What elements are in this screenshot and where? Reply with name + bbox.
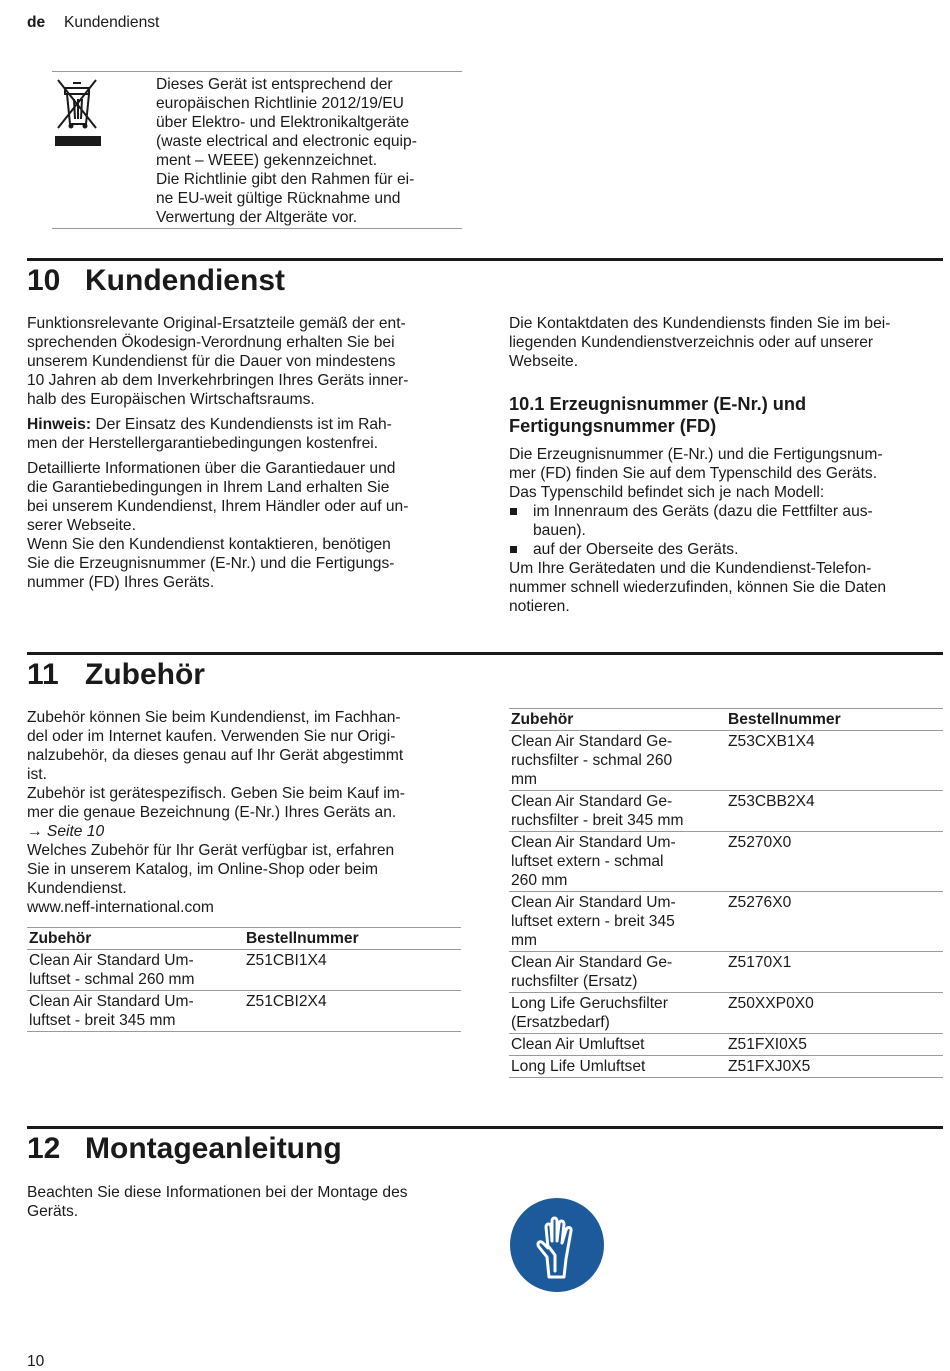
text-line: Clean Air Standard Um- bbox=[29, 993, 194, 1010]
text-line: Sie die Erzeugnisnummer (E-Nr.) und die Fertigungs- bbox=[27, 555, 395, 572]
text-line: luftset - breit 345 mm bbox=[29, 1012, 176, 1029]
text-line: luftset - schmal 260 mm bbox=[29, 971, 195, 988]
order-number-cell: Z51FXI0X5 bbox=[728, 1036, 807, 1053]
text-line: (Ersatzbedarf) bbox=[511, 1014, 610, 1031]
crossed-out-wheelie-bin-icon bbox=[52, 74, 102, 148]
running-header-title: Kundendienst bbox=[64, 14, 160, 31]
paragraph bbox=[509, 445, 941, 502]
section-heading-10 bbox=[27, 263, 285, 299]
text-line: liegenden Kundendienstverzeichnis oder auf unserer bbox=[509, 334, 874, 351]
order-number-cell: Z5170X1 bbox=[728, 954, 792, 971]
text-line: nummer (FD) Ihres Geräts. bbox=[27, 574, 215, 591]
text-line: ruchsfilter (Ersatz) bbox=[511, 973, 638, 990]
text-line: Long Life Umluftset bbox=[511, 1058, 646, 1075]
text-line: ruchsfilter - schmal 260 bbox=[511, 752, 673, 769]
list-item bbox=[509, 502, 941, 540]
table-row bbox=[509, 791, 943, 832]
table-header-row bbox=[27, 928, 461, 950]
order-number-cell: Z53CXB1X4 bbox=[728, 733, 815, 750]
table-row bbox=[509, 1056, 943, 1078]
section-heading-11 bbox=[27, 657, 205, 693]
accessory-name-cell bbox=[27, 950, 244, 991]
text-line: men der Herstellergarantiebedingungen kostenfrei. bbox=[27, 435, 379, 452]
text-line: Geräts. bbox=[27, 1203, 79, 1220]
accessory-name-cell bbox=[509, 892, 726, 952]
text-line: auf der Oberseite des Geräts. bbox=[533, 541, 739, 558]
text-line: Die Kontaktdaten des Kundendiensts finden Sie im bei- bbox=[509, 315, 891, 332]
table-row bbox=[27, 991, 461, 1032]
column-header: Bestellnummer bbox=[246, 930, 359, 947]
text-line: 10 Jahren ab dem Inverkehrbringen Ihres Geräts inner- bbox=[27, 372, 409, 389]
section-title: Kundendienst bbox=[85, 264, 285, 297]
website-link[interactable]: www.neff-international.com bbox=[27, 899, 214, 916]
section10-left-column bbox=[27, 314, 459, 598]
text-line: Clean Air Standard Ge- bbox=[511, 954, 673, 971]
text-line: Funktionsrelevante Original-Ersatzteile gemäß der ent- bbox=[27, 315, 406, 332]
accessory-name-cell bbox=[509, 1056, 726, 1078]
text-line: mm bbox=[511, 771, 537, 788]
section-title: Zubehör bbox=[85, 658, 205, 691]
text-line: 260 mm bbox=[511, 872, 568, 889]
text-line: ment – WEEE) gekennzeichnet. bbox=[156, 152, 378, 169]
text-line: Detaillierte Informationen über die Garantiedauer und bbox=[27, 460, 396, 477]
section-heading-12 bbox=[27, 1131, 342, 1167]
text-line: del oder im Internet kaufen. Verwenden Sie nur Origi- bbox=[27, 728, 396, 745]
weee-notice-text bbox=[156, 75, 456, 227]
text-line: Die Erzeugnisnummer (E-Nr.) und die Fertigungsnum- bbox=[509, 446, 883, 463]
table-row bbox=[509, 731, 943, 791]
paragraph bbox=[27, 459, 459, 592]
text-line: mm bbox=[511, 932, 537, 949]
order-number-cell: Z51CBI1X4 bbox=[246, 952, 327, 969]
text-line: im Innenraum des Geräts (dazu die Fettfilter aus- bbox=[533, 503, 873, 520]
table-row bbox=[509, 1034, 943, 1056]
table-row bbox=[509, 892, 943, 952]
text-line: ruchsfilter - breit 345 mm bbox=[511, 812, 684, 829]
section-rule bbox=[27, 258, 943, 261]
section-number: 11 bbox=[27, 658, 59, 691]
text-line bbox=[27, 415, 459, 434]
text-line: Clean Air Standard Ge- bbox=[511, 733, 673, 750]
hint-paragraph bbox=[27, 415, 459, 453]
section-rule bbox=[27, 652, 943, 655]
order-number-cell: Z53CBB2X4 bbox=[728, 793, 815, 810]
section10-right-column bbox=[509, 314, 941, 377]
text-line: luftset extern - schmal bbox=[511, 853, 664, 870]
column-header: Zubehör bbox=[29, 930, 92, 947]
table-row bbox=[509, 952, 943, 993]
text-line: über Elektro- und Elektronikaltgeräte bbox=[156, 114, 410, 131]
text-line: unserem Kundendienst für die Dauer von mindestens bbox=[27, 353, 396, 370]
text-line: Um Ihre Gerätedaten und die Kundendienst-Telefon- bbox=[509, 560, 872, 577]
section-title: Montageanleitung bbox=[85, 1132, 342, 1165]
accessory-name-cell bbox=[509, 731, 726, 791]
text-line: Fertigungsnummer (FD) bbox=[509, 416, 717, 436]
hint-label: Hinweis: bbox=[27, 416, 92, 433]
text-line: Clean Air Standard Um- bbox=[29, 952, 194, 969]
text-line: Webseite. bbox=[509, 353, 579, 370]
text-line: bauen). bbox=[533, 522, 586, 539]
text-line: Zubehör können Sie beim Kundendienst, im Fachhan- bbox=[27, 709, 401, 726]
text-line: Das Typenschild befindet sich je nach Modell: bbox=[509, 484, 825, 501]
accessory-name-cell bbox=[509, 1034, 726, 1056]
column-header: Zubehör bbox=[511, 711, 574, 728]
text-line: Zubehör ist gerätespezifisch. Geben Sie beim Kauf im- bbox=[27, 785, 405, 802]
text-line: Welches Zubehör für Ihr Gerät verfügbar ist, erfahren bbox=[27, 842, 395, 859]
text-line: Clean Air Umluftset bbox=[511, 1036, 645, 1053]
text-line: serer Webseite. bbox=[27, 517, 136, 534]
accessory-name-cell bbox=[27, 991, 244, 1032]
text-line: bei unserem Kundendienst, Ihrem Händler oder auf un- bbox=[27, 498, 409, 515]
text-line: nalzubehör, da dieses genau auf Ihr Gerät abgestimmt bbox=[27, 747, 404, 764]
text-line: Sie in unserem Katalog, im Online-Shop oder beim bbox=[27, 861, 379, 878]
order-number-cell: Z5270X0 bbox=[728, 834, 792, 851]
text-line: Beachten Sie diese Informationen bei der Montage des bbox=[27, 1184, 408, 1201]
order-number-cell: Z51FXJ0X5 bbox=[728, 1058, 811, 1075]
text-line bbox=[509, 393, 941, 415]
text-line: sprechenden Ökodesign-Verordnung erhalten Sie bei bbox=[27, 334, 395, 351]
table-row bbox=[509, 993, 943, 1034]
text-line: Kundendienst. bbox=[27, 880, 127, 897]
text-line: ist. bbox=[27, 766, 47, 783]
table-header-row bbox=[509, 709, 943, 731]
wear-protective-gloves-icon bbox=[509, 1197, 605, 1293]
text-line: halb des Europäischen Wirtschaftsraums. bbox=[27, 391, 315, 408]
paragraph bbox=[27, 314, 459, 409]
hint-text: Der Einsatz des Kundendiensts ist im Rah- bbox=[91, 416, 392, 433]
text-line: mer (FD) finden Sie auf dem Typenschild des Geräts. bbox=[509, 465, 878, 482]
order-number-cell: Z51CBI2X4 bbox=[246, 993, 327, 1010]
table-row bbox=[27, 950, 461, 991]
text-line: nummer schnell wiederzufinden, können Sie die Daten bbox=[509, 579, 887, 596]
section12-left-column bbox=[27, 1183, 459, 1221]
subsection-heading-10-1 bbox=[509, 393, 941, 437]
accessory-name-cell bbox=[509, 832, 726, 892]
section-rule bbox=[27, 1126, 943, 1129]
text-line: Wenn Sie den Kundendienst kontaktieren, benötigen bbox=[27, 536, 391, 553]
accessory-table-left bbox=[27, 927, 461, 1032]
text-line: mer die genaue Bezeichnung (E-Nr.) Ihres Geräts an. bbox=[27, 804, 397, 821]
section-number: 12 bbox=[27, 1132, 61, 1165]
list-item bbox=[509, 540, 941, 559]
subsection-title: Erzeugnisnummer (E-Nr.) und bbox=[549, 394, 807, 414]
table-row bbox=[509, 832, 943, 892]
page-number: 10 bbox=[27, 1353, 45, 1370]
page-cross-reference-link[interactable]: → Seite 10 bbox=[27, 823, 105, 840]
accessory-name-cell bbox=[509, 993, 726, 1034]
section11-left-column bbox=[27, 708, 459, 917]
text-line: europäischen Richtlinie 2012/19/EU bbox=[156, 95, 404, 112]
order-number-cell: Z5276X0 bbox=[728, 894, 792, 911]
text-line: (waste electrical and electronic equip- bbox=[156, 133, 417, 150]
text-line: notieren. bbox=[509, 598, 570, 615]
column-header: Bestellnummer bbox=[728, 711, 841, 728]
order-number-cell: Z50XXP0X0 bbox=[728, 995, 814, 1012]
text-line: Die Richtlinie gibt den Rahmen für ei- bbox=[156, 171, 415, 188]
bullet-list bbox=[509, 502, 941, 559]
text-line: Verwertung der Altgeräte vor. bbox=[156, 209, 358, 226]
subsection-number: 10.1 bbox=[509, 394, 545, 414]
text-line: Dieses Gerät ist entsprechend der bbox=[156, 76, 393, 93]
text-line: Clean Air Standard Um- bbox=[511, 894, 676, 911]
accessory-name-cell bbox=[509, 791, 726, 832]
text-line: Clean Air Standard Ge- bbox=[511, 793, 673, 810]
text-line: Clean Air Standard Um- bbox=[511, 834, 676, 851]
text-line: luftset extern - breit 345 bbox=[511, 913, 675, 930]
text-line: Long Life Geruchsfilter bbox=[511, 995, 668, 1012]
section-number: 10 bbox=[27, 264, 61, 297]
paragraph bbox=[509, 314, 941, 371]
accessory-table-right bbox=[509, 708, 943, 1078]
accessory-name-cell bbox=[509, 952, 726, 993]
text-line: ne EU-weit gültige Rücknahme und bbox=[156, 190, 401, 207]
subsection-10-1-body bbox=[509, 445, 941, 616]
text-line: die Garantiebedingungen in Ihrem Land erhalten Sie bbox=[27, 479, 390, 496]
language-code: de bbox=[27, 14, 46, 31]
paragraph bbox=[509, 559, 941, 616]
